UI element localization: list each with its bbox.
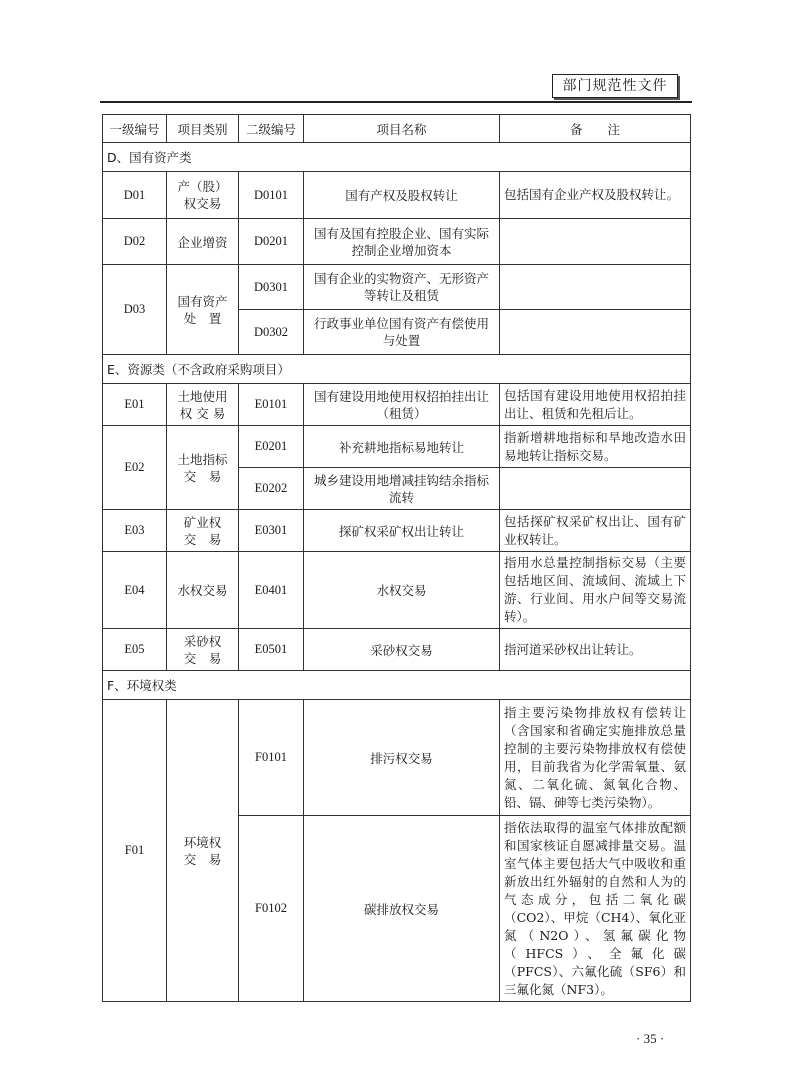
item-type: 产（股） 权交易: [167, 172, 239, 219]
level1-code: E02: [103, 426, 167, 510]
header-divider: [100, 101, 692, 103]
table-row-e01: [103, 384, 691, 426]
project-classification-table: [102, 114, 691, 1002]
table-row-d02: [103, 219, 691, 265]
level2-code: E0301: [239, 510, 304, 552]
item-name: 行政事业单位国有资产有偿使用与处置: [304, 310, 500, 355]
table-row-e04: [103, 552, 691, 629]
item-note: 指主要污染物排放权有偿转让（含国家和省确定实施排放总量控制的主要污染物排放权有偿使用，目前我省为化学需氧量、氨氮、二氧化硫、氮氧化合物、铅、镉、砷等七类污染物）。: [500, 700, 691, 816]
table-row-d01: [103, 172, 691, 219]
header-item-type: 项目类别: [167, 115, 239, 143]
item-name: 国有产权及股权转让: [304, 172, 500, 219]
table-row-d0301: [103, 265, 691, 310]
item-note: 指用水总量控制指标交易（主要包括地区间、流域间、流域上下游、行业间、用水户间等交易流转）。: [500, 552, 691, 629]
level1-code: E05: [103, 629, 167, 671]
item-note: [500, 468, 691, 510]
level2-code: E0501: [239, 629, 304, 671]
level1-code: E03: [103, 510, 167, 552]
level2-code: D0301: [239, 265, 304, 310]
item-name: 采砂权交易: [304, 629, 500, 671]
item-note: 指河道采砂权出让转让。: [500, 629, 691, 671]
item-name: 补充耕地指标易地转让: [304, 426, 500, 468]
level2-code: D0302: [239, 310, 304, 355]
item-type: 环境权 交 易: [167, 700, 239, 1002]
table-row-e0201: [103, 426, 691, 468]
item-note: 指新增耕地指标和旱地改造水田易地转让指标交易。: [500, 426, 691, 468]
table-row-f0101: [103, 700, 691, 816]
level2-code: E0201: [239, 426, 304, 468]
item-note: 包括国有企业产权及股权转让。: [500, 172, 691, 219]
level1-code: E04: [103, 552, 167, 629]
table-header-row: [103, 115, 691, 143]
item-note: [500, 265, 691, 310]
level2-code: D0101: [239, 172, 304, 219]
document-section-tag: 部门规范性文件: [552, 74, 678, 98]
item-note: 指依法取得的温室气体排放配额和国家核证自愿减排量交易。温室气体主要包括大气中吸收和重新放出红外辐射的自然和人为的气态成分，包括二氧化碳（CO2）、甲烷（CH4）、氧化亚氮（N2O）、氢氟碳化物（HFCS）、全氟化碳（PFCS）、六氟化硫（SF6）和三氟化氮（NF3）。: [500, 816, 691, 1002]
table-row-e05: [103, 629, 691, 671]
table-row-e03: [103, 510, 691, 552]
item-type: 水权交易: [167, 552, 239, 629]
item-name: 排污权交易: [304, 700, 500, 816]
level1-code: F01: [103, 700, 167, 1002]
item-name: 国有企业的实物资产、无形资产等转让及租赁: [304, 265, 500, 310]
item-name: 国有及国有控股企业、国有实际控制企业增加资本: [304, 219, 500, 265]
level2-code: F0101: [239, 700, 304, 816]
item-name: 城乡建设用地增减挂钩结余指标流转: [304, 468, 500, 510]
category-row-f: [103, 671, 691, 700]
category-label: E、资源类（不含政府采购项目）: [103, 355, 691, 384]
level1-code: E01: [103, 384, 167, 426]
level2-code: E0101: [239, 384, 304, 426]
header-level2-code: 二级编号: [239, 115, 304, 143]
item-name: 碳排放权交易: [304, 816, 500, 1002]
item-type: 矿业权 交 易: [167, 510, 239, 552]
category-row-e: [103, 355, 691, 384]
header-item-name: 项目名称: [304, 115, 500, 143]
item-type: 采砂权 交 易: [167, 629, 239, 671]
page-number: · 35 ·: [636, 1031, 665, 1046]
level2-code: E0401: [239, 552, 304, 629]
level1-code: D03: [103, 265, 167, 355]
category-label: D、国有资产类: [103, 143, 691, 172]
item-type: 土地使用 权 交 易: [167, 384, 239, 426]
item-type: 国有资产 处 置: [167, 265, 239, 355]
item-type: 土地指标 交 易: [167, 426, 239, 510]
item-name: 探矿权采矿权出让转让: [304, 510, 500, 552]
item-name: 国有建设用地使用权招拍挂出让（租赁）: [304, 384, 500, 426]
header-level1-code: 一级编号: [103, 115, 167, 143]
level2-code: D0201: [239, 219, 304, 265]
level1-code: D01: [103, 172, 167, 219]
header-remarks: 备 注: [500, 115, 691, 143]
category-label: F、环境权类: [103, 671, 691, 700]
level2-code: F0102: [239, 816, 304, 1002]
category-row-d: [103, 143, 691, 172]
item-type: 企业增资: [167, 219, 239, 265]
item-note: 包括国有建设用地使用权招拍挂出让、租赁和先租后让。: [500, 384, 691, 426]
item-note: [500, 310, 691, 355]
level2-code: E0202: [239, 468, 304, 510]
level1-code: D02: [103, 219, 167, 265]
item-note: [500, 219, 691, 265]
item-name: 水权交易: [304, 552, 500, 629]
item-note: 包括探矿权采矿权出让、国有矿业权转让。: [500, 510, 691, 552]
